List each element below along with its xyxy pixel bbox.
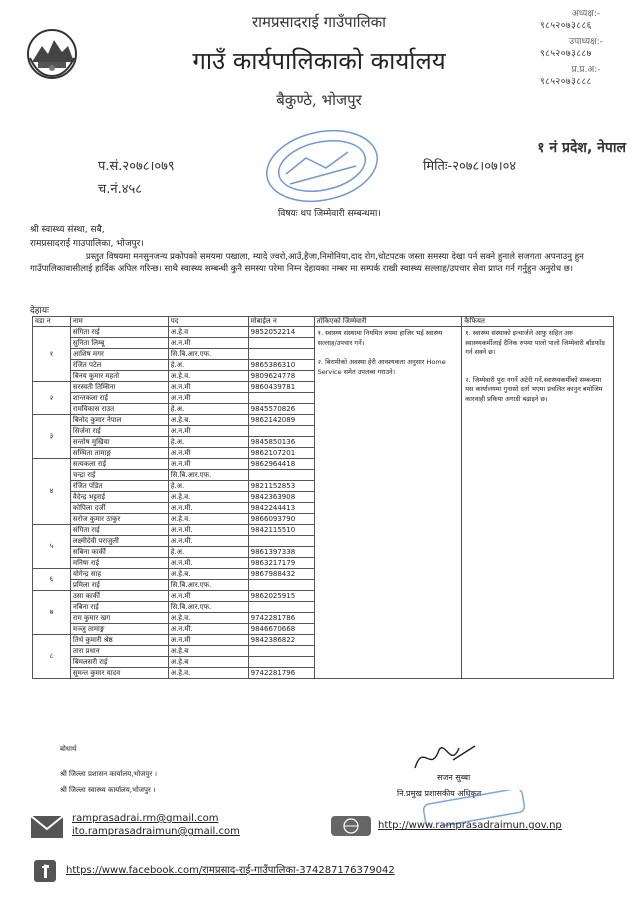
ward-number: ८	[33, 635, 71, 679]
staff-name: संगिता राई	[70, 327, 168, 338]
staff-post: अ.हे.ब	[168, 646, 248, 657]
website-link[interactable]: http://www.ramprasadraimun.gov.np	[378, 820, 562, 831]
contact-value: ९८५२०७३८८८	[540, 77, 592, 87]
addressee: श्री स्वास्थ्य संस्था, सबै,	[30, 225, 105, 235]
list-intro: देहायः	[30, 306, 49, 316]
responsibility-cell	[314, 327, 462, 679]
col-header-ward: वडा न	[33, 317, 71, 327]
cc-recipient: श्री जिल्ला स्वास्थ्य कार्यालय,भोजपुर ।	[60, 786, 156, 794]
staff-mobile	[248, 602, 314, 613]
contact-value: ९८५२०७३८८६	[540, 21, 592, 31]
staff-post: अ.न.मी	[168, 393, 248, 404]
ward-number: ७	[33, 591, 71, 635]
staff-mobile: 9852052214	[248, 327, 314, 338]
staff-mobile	[248, 536, 314, 547]
cc-recipient: श्री जिल्ला प्रशासन कार्यालय,भोजपुर ।	[60, 770, 158, 778]
letter-date: मितिः-२०७८।०७।०४	[423, 159, 517, 174]
ward-number: १	[33, 327, 71, 382]
staff-post: अ.न.मी	[168, 426, 248, 437]
staff-post: अ.हे.ब.	[168, 415, 248, 426]
ward-number: २	[33, 382, 71, 415]
staff-post: अ.हे.व.	[168, 613, 248, 624]
staff-name: आशिष मगर	[70, 349, 168, 360]
cc-heading: बोधार्थ	[60, 745, 77, 753]
staff-name: तिर्थ कुमारी श्रेष्ठ	[70, 635, 168, 646]
staff-mobile: 9866093790	[248, 514, 314, 525]
staff-post: हे.अ.	[168, 547, 248, 558]
staff-post: अ.न.मी	[168, 591, 248, 602]
office-title: गाउँ कार्यपालिकाको कार्यालय	[192, 47, 446, 75]
staff-mobile	[248, 657, 314, 668]
staff-mobile: 9846670668	[248, 624, 314, 635]
staff-name: तारा प्रधान	[70, 646, 168, 657]
staff-name: शान्तकला राई	[70, 393, 168, 404]
letter-body: प्रस्तुत विषयमा मनसुनजन्य प्रकोपको समयमा पखाला, म्यादे ज्वरो,आउँ,हैजा,निमोनिया,दाद रोग,चोटपटक जस्ता समस्या देखा पर्न सक्ने हुनाले सजगता अपनाउनु हुन गाउँपालिकावासीलाई हार्दिक अपिल गरिन्छ। साथै स्वास्थ्य सम्बन्धी कुनै समस्या परेमा निम्न देहायका नम्बर मा सम्पर्क राखी स्वास्थ्य सल्लाह/उपचार सेवा प्राप्त गर्न गर्नुहुन अनुरोध छ।	[30, 252, 584, 274]
col-header-mobile: मोबाईल न	[248, 317, 314, 327]
ward-number: ५	[33, 525, 71, 569]
staff-name: मनिषा राई	[70, 558, 168, 569]
addressee-place: रामप्रसादराई गाउपालिका, भोजपुर।	[30, 239, 144, 249]
staff-name: सन्तोष मुखिया	[70, 437, 168, 448]
responsibility-text: १. स्वास्थ्य संस्थामा नियमित रुपमा हाजिर भई स्वास्थ्य सल्लाह/उपचार गर्ने।	[317, 329, 443, 347]
staff-name: बिमलसरी राई	[70, 657, 168, 668]
staff-table-body	[33, 327, 614, 679]
remarks-cell	[462, 327, 614, 679]
staff-post: सि.बि.आर.एफ.	[168, 580, 248, 591]
staff-mobile: 9863217179	[248, 558, 314, 569]
table-row	[33, 327, 614, 338]
staff-mobile: 9842244413	[248, 503, 314, 514]
staff-mobile: 9809624778	[248, 371, 314, 382]
staff-post: सि.बि.आर.एफ.	[168, 470, 248, 481]
staff-post: अ.हे.व.	[168, 668, 248, 679]
staff-mobile: 9742281796	[248, 668, 314, 679]
staff-name: सरोज कुमार ठाकुर	[70, 514, 168, 525]
staff-post: अ.न.मी	[168, 448, 248, 459]
staff-post: सि.बि.आर.एफ.	[168, 349, 248, 360]
staff-name: सुमन्त कुमार यादव	[70, 668, 168, 679]
contact-label: प्र.प्र.अ:-	[571, 65, 601, 75]
staff-name: सिर्जना राई	[70, 426, 168, 437]
staff-name: सुनिता लिम्बू	[70, 338, 168, 349]
staff-post: अ.हे.व.	[168, 492, 248, 503]
ward-number: ६	[33, 569, 71, 591]
facebook-link[interactable]: https://www.facebook.com/रामप्रसाद-राई-गाउँपालिका-374287176379042	[66, 865, 395, 876]
staff-mobile	[248, 349, 314, 360]
contact-label: अध्यक्ष:-	[571, 9, 601, 19]
staff-mobile: 9862964418	[248, 459, 314, 470]
staff-mobile	[248, 426, 314, 437]
staff-name: रंजित पटेल	[70, 360, 168, 371]
staff-name: रामविकास राउत	[70, 404, 168, 415]
staff-mobile: 9742281786	[248, 613, 314, 624]
remarks-text: २. जिम्मेवारी पुरा नगर्ने अटेरी गर्ने,स्वास्थ्यकर्मीको सम्बन्धमा यस कार्यालयमा गुनासो दर्ता भएमा प्रचलित कानुन बमोजिम कारवाही प्रकिया अगाडी बढाइने छ।	[465, 375, 603, 403]
office-location: बैकुण्ठे, भोजपुर	[276, 91, 362, 109]
staff-mobile: 9860439781	[248, 382, 314, 393]
staff-mobile: 9865386310	[248, 360, 314, 371]
staff-name: बिनोद कुमार नेपाल	[70, 415, 168, 426]
reference-number: प.सं.२०७८।०७९	[98, 159, 175, 174]
website-icon	[330, 815, 372, 837]
table-header-row	[33, 317, 614, 327]
staff-post: अ.न.मी	[168, 635, 248, 646]
staff-name: नबिना राई	[70, 602, 168, 613]
staff-name: उसा कार्की	[70, 591, 168, 602]
staff-name: राम कुमार खग	[70, 613, 168, 624]
staff-name: रंजित पंडित	[70, 481, 168, 492]
contact-numbers	[540, 8, 632, 88]
staff-table	[32, 316, 614, 679]
staff-name: कोपिला दर्जी	[70, 503, 168, 514]
staff-name: बिनय कुमार महतो	[70, 371, 168, 382]
staff-post: अ.न.मी.	[168, 536, 248, 547]
staff-post: हे.अ.	[168, 404, 248, 415]
email-link[interactable]: ito.ramprasadraimun@gmail.com	[72, 826, 240, 837]
staff-mobile: 9862025915	[248, 591, 314, 602]
letter-subject: विषयः थप जिम्मेवारी सम्बन्धमा।	[278, 209, 381, 219]
col-header-responsibility: तोकिएको जिम्मेवारी	[314, 317, 462, 327]
dispatch-number: च.नं.४५८	[98, 182, 143, 197]
staff-name: प्रमिला राई	[70, 580, 168, 591]
staff-mobile: 9842115510	[248, 525, 314, 536]
signer-designation: नि.प्रमुख प्रशासकीय अधिकृत	[397, 789, 482, 798]
staff-post: अ.हे.व.	[168, 514, 248, 525]
staff-name: वैदेन्द्र भट्टराई	[70, 492, 168, 503]
facebook-icon	[34, 860, 56, 882]
staff-post: अ.न.मी.	[168, 558, 248, 569]
staff-mobile: 9821152853	[248, 481, 314, 492]
staff-name: लक्ष्मीदेवी पराजुली	[70, 536, 168, 547]
staff-name: सम्भिता तामाङ्ग	[70, 448, 168, 459]
staff-mobile: 9862142089	[248, 415, 314, 426]
responsibility-text: २. बिरामीको अवस्था हेरी आवश्यकता अनुसार Home Service समेत उपलब्ध गराउने।	[317, 358, 446, 376]
staff-mobile: 9842363908	[248, 492, 314, 503]
staff-post: अ.न.मी	[168, 382, 248, 393]
remarks-text: १. स्वास्थ्य संस्थाको इन्चार्जले आफु सहित अरु स्वास्थ्यकर्मीलाई दैनिक रुपमा पालो पालो जिम्मेवारी बाँडफाँड गर्न सक्ने छ।	[465, 329, 605, 356]
email-icon	[30, 815, 64, 839]
staff-name: चन्द्रा राई	[70, 470, 168, 481]
staff-post: अ.न.मी.	[168, 525, 248, 536]
staff-name: मञ्जु तामाङ्ग	[70, 624, 168, 635]
staff-post: हे.अ.	[168, 481, 248, 492]
staff-post: अ.न.मी.	[168, 503, 248, 514]
staff-post: सि.बि.आर.एफ.	[168, 602, 248, 613]
staff-mobile: 9842386822	[248, 635, 314, 646]
staff-mobile	[248, 580, 314, 591]
staff-mobile	[248, 338, 314, 349]
staff-mobile	[248, 470, 314, 481]
staff-post: हे.अ.	[168, 437, 248, 448]
staff-mobile	[248, 646, 314, 657]
staff-post: अ.हे.ब	[168, 657, 248, 668]
staff-post: अ.हे.ब.	[168, 569, 248, 580]
col-header-remarks: कैफियत	[462, 317, 614, 327]
ward-number: ३	[33, 415, 71, 459]
staff-name: सत्यकला राई	[70, 459, 168, 470]
staff-post: अ.न.मी	[168, 459, 248, 470]
staff-mobile	[248, 393, 314, 404]
contact-value: ९८५२०७३८८७	[540, 49, 592, 59]
email-link[interactable]: ramprasadrai.rm@gmail.com	[72, 813, 219, 824]
province-label: १ नं प्रदेश, नेपाल	[537, 140, 626, 156]
municipality-name: रामप्रसादराई गाउँपालिका	[251, 13, 387, 31]
staff-mobile: 9867988432	[248, 569, 314, 580]
staff-mobile: 9861397338	[248, 547, 314, 558]
staff-name: सरस्वती तिम्सिना	[70, 382, 168, 393]
staff-name: योगेन्द्र साह	[70, 569, 168, 580]
staff-post: अ.न.मी	[168, 338, 248, 349]
staff-post: अ.हे.व	[168, 327, 248, 338]
col-header-name: नाम	[70, 317, 168, 327]
office-stamp-icon	[256, 128, 388, 208]
staff-name: सबिना कार्की	[70, 547, 168, 558]
staff-post: अ.न.मी.	[168, 624, 248, 635]
col-header-post: पद	[168, 317, 248, 327]
staff-post: हे.अ.	[168, 360, 248, 371]
staff-mobile: 9845570826	[248, 404, 314, 415]
staff-mobile: 9845850136	[248, 437, 314, 448]
ward-number: ४	[33, 459, 71, 525]
signer-name: सजन सुब्बा	[437, 773, 471, 782]
staff-post: अ.हे.व.	[168, 371, 248, 382]
staff-mobile: 9862107201	[248, 448, 314, 459]
contact-label: उपाध्यक्ष:-	[569, 37, 603, 47]
staff-name: संगिता राई	[70, 525, 168, 536]
